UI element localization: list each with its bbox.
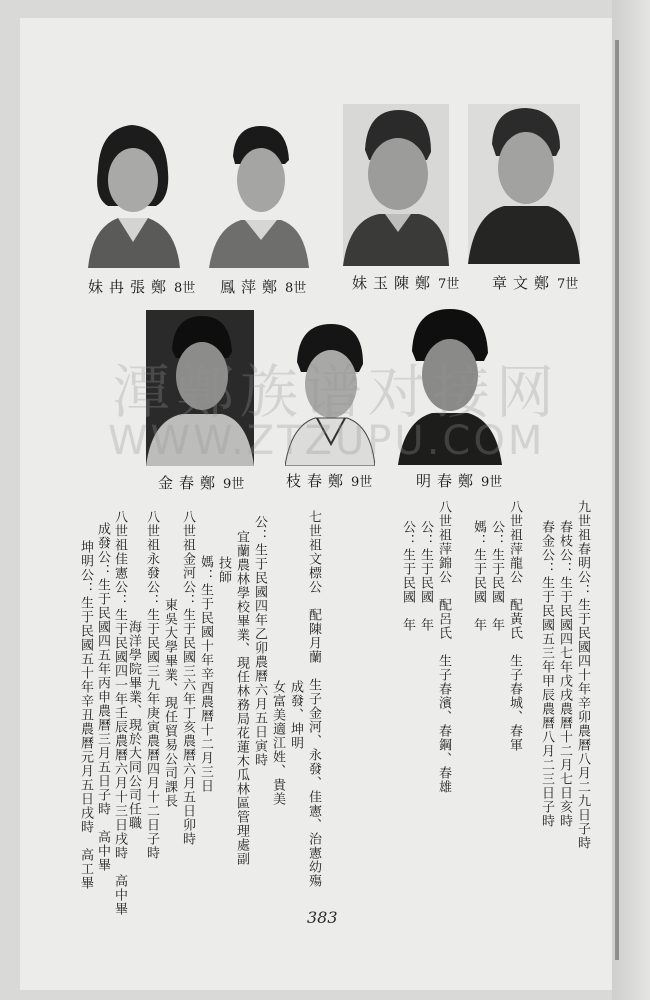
genealogy-column-22: 成發公：生于民國四五年丙申農曆三月五日子時 高中畢: [95, 522, 110, 872]
genealogy-column-23: 坤明公：生于民國五十年辛丑農曆元月五日戌時 高工畢: [78, 540, 93, 890]
genealogy-column-9: 公：生于民國 年: [400, 520, 415, 632]
genealogy-column-1: 九世祖春明公：生于民國四十年辛卯農曆八月二九日子時: [575, 500, 590, 850]
portrait-photo-6: [285, 318, 375, 466]
portrait-photo-4: [468, 104, 580, 264]
caption-portrait-3: [352, 272, 459, 293]
watermark-chinese: 潭鄭族谱对接网: [112, 358, 561, 426]
genealogy-column-10: 七世祖文標公 配陳月蘭 生子金河、永發、佳憲、治憲幼殤: [306, 510, 321, 888]
genealogy-column-17: 八世祖金河公：生于民國三六年丁亥農曆六月五日卯時: [180, 510, 195, 846]
generation-label: 7世: [438, 277, 460, 292]
watermark-url: WWW.ZTZUPU.COM: [108, 418, 546, 464]
portrait-photo-1: [78, 110, 186, 268]
caption-name: 鳳萍鄭: [220, 278, 284, 296]
genealogy-column-3: 春金公：生于民國五三年甲辰農曆八月二三日子時: [539, 520, 554, 828]
caption-name: 枝春鄭: [286, 472, 350, 490]
portrait-photo-7: [398, 305, 502, 465]
genealogy-column-8: 公：生于民國 年: [418, 520, 433, 632]
caption-portrait-6: [286, 470, 372, 491]
caption-name: 章文鄭: [492, 274, 556, 292]
generation-label: 9世: [351, 475, 373, 490]
genealogy-column-16: 媽：生于民國十年辛酉農曆十二月三日: [198, 555, 213, 793]
generation-label: 9世: [481, 475, 503, 490]
caption-name: 明春鄭: [416, 472, 480, 490]
genealogy-column-4: 八世祖萍龍公 配黃氏 生子春城、春軍: [507, 500, 522, 752]
portrait-photo-2: [205, 116, 311, 268]
genealogy-column-7: 八世祖萍錦公 配呂氏 生子春濱、春鋼、春雄: [436, 500, 451, 794]
caption-portrait-7: [416, 470, 502, 491]
book-spine-edge: [612, 0, 650, 1000]
genealogy-column-14: 宜蘭農林學校畢業、現任林務局花蓮木瓜林區管理處副: [234, 530, 249, 866]
portrait-photo-3: [343, 104, 449, 266]
caption-name: 妹冉張鄭: [88, 278, 173, 296]
genealogy-column-2: 春枝公：生于民國四七年戊戌農曆十二月七日亥時: [557, 520, 572, 828]
genealogy-column-18: 東吳大學畢業、現任貿易公司課長: [162, 598, 177, 808]
genealogy-column-6: 媽：生于民國 年: [471, 520, 486, 632]
generation-label: 8世: [285, 281, 307, 296]
genealogy-column-11: 成發、坤明: [288, 680, 303, 750]
genealogy-column-13: 公：生于民國四年乙卯農曆六月五日寅時: [252, 515, 267, 767]
caption-portrait-5: [158, 472, 244, 493]
caption-portrait-2: [220, 276, 306, 297]
genealogy-column-21: 八世祖佳憲公：生于民國四一年壬辰農曆六月十三日戌時 高中畢: [112, 510, 127, 916]
caption-name: 金春鄭: [158, 474, 222, 492]
portrait-photo-5: [146, 310, 254, 466]
caption-portrait-1: [88, 276, 195, 297]
genealogy-column-19: 八世祖永發公：生于民國三九年庚寅農曆四月十二日子時: [144, 510, 159, 860]
genealogy-column-12: 女富美適江姓、貴美: [270, 680, 285, 806]
genealogy-column-15: 技師: [216, 556, 231, 584]
caption-name: 妹玉陳鄭: [352, 274, 437, 292]
genealogy-column-20: 海洋學院畢業、現於大同公司任職: [126, 620, 141, 830]
generation-label: 8世: [174, 281, 196, 296]
generation-label: 9世: [223, 477, 245, 492]
genealogy-column-5: 公：生于民國 年: [489, 520, 504, 632]
caption-portrait-4: [492, 272, 578, 293]
page-number: 383: [307, 908, 338, 927]
generation-label: 7世: [557, 277, 579, 292]
